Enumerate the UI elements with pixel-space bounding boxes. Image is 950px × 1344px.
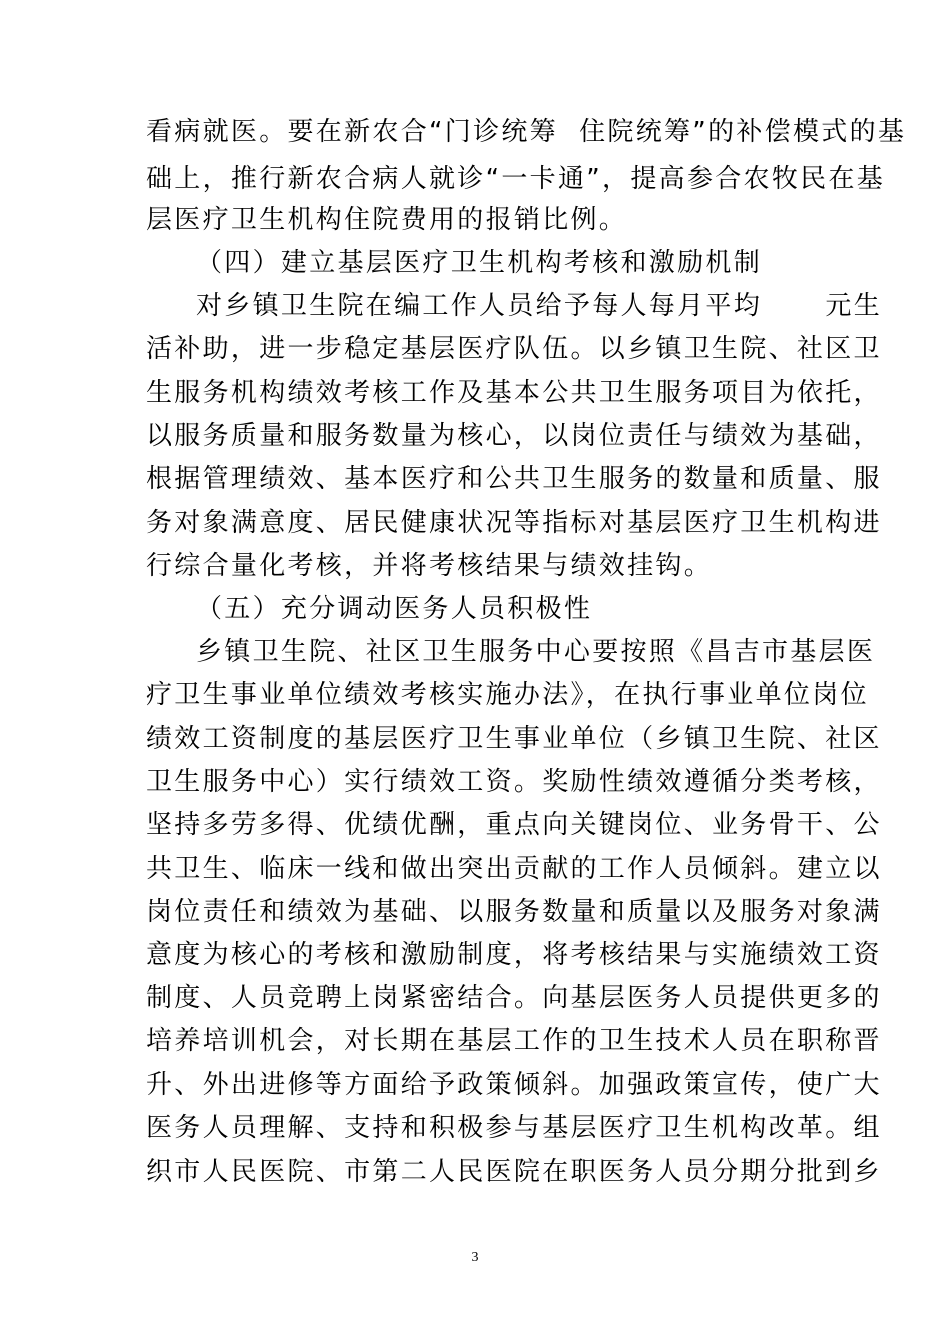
text-line: 培养培训机会，对长期在基层工作的卫生技术人员在职称晋 xyxy=(146,1026,882,1056)
text-line: 坚持多劳多得、优绩优酬，重点向关键岗位、业务骨干、公 xyxy=(146,810,882,840)
page-number: 3 xyxy=(471,1250,479,1265)
text-line: 础上，推行新农合病人就诊“一卡通”，提高参合农牧民在基 xyxy=(146,164,886,194)
text-line: 行综合量化考核，并将考核结果与绩效挂钩。 xyxy=(146,551,713,581)
section-heading-4: （四）建立基层医疗卫生机构考核和激励机制 xyxy=(196,248,763,278)
text-line: 意度为核心的考核和激励制度，将考核结果与实施绩效工资 xyxy=(146,940,882,970)
text-line: 以服务质量和服务数量为核心，以岗位责任与绩效为基础， xyxy=(146,421,882,451)
text-line: 绩效工资制度的基层医疗卫生事业单位（乡镇卫生院、社区 xyxy=(146,724,882,754)
text-line: 升、外出进修等方面给予政策倾斜。加强政策宣传，使广大 xyxy=(146,1070,882,1100)
text-line: 根据管理绩效、基本医疗和公共卫生服务的数量和质量、服 xyxy=(146,464,882,494)
text-line: 卫生服务中心）实行绩效工资。奖励性绩效遵循分类考核， xyxy=(146,767,882,797)
section-heading-5: （五）充分调动医务人员积极性 xyxy=(196,594,593,624)
text-line: 医务人员理解、支持和积极参与基层医疗卫生机构改革。组 xyxy=(146,1113,882,1143)
text-line: 层医疗卫生机构住院费用的报销比例。 xyxy=(146,205,628,235)
text-line: 制度、人员竞聘上岗紧密结合。向基层医务人员提供更多的 xyxy=(146,983,882,1013)
text-line: 共卫生、临床一线和做出突出贡献的工作人员倾斜。建立以 xyxy=(146,854,882,884)
text-line: 务对象满意度、居民健康状况等指标对基层医疗卫生机构进 xyxy=(146,508,882,538)
text-line: 活补助，进一步稳定基层医疗队伍。以乡镇卫生院、社区卫 xyxy=(146,334,882,364)
text-line: 对乡镇卫生院在编工作人员给予每人每月平均 元生 xyxy=(196,291,882,321)
text-line: 乡镇卫生院、社区卫生服务中心要按照《昌吉市基层医 xyxy=(196,637,876,667)
text-line: 生服务机构绩效考核工作及基本公共卫生服务项目为依托， xyxy=(146,378,882,408)
text-line: 看病就医。要在新农合“门诊统筹 住院统筹”的补偿模式的基 xyxy=(146,117,907,147)
text-line: 织市人民医院、市第二人民医院在职医务人员分期分批到乡 xyxy=(146,1157,882,1187)
text-line: 岗位责任和绩效为基础、以服务数量和质量以及服务对象满 xyxy=(146,897,882,927)
text-line: 疗卫生事业单位绩效考核实施办法》，在执行事业单位岗位 xyxy=(146,680,869,710)
